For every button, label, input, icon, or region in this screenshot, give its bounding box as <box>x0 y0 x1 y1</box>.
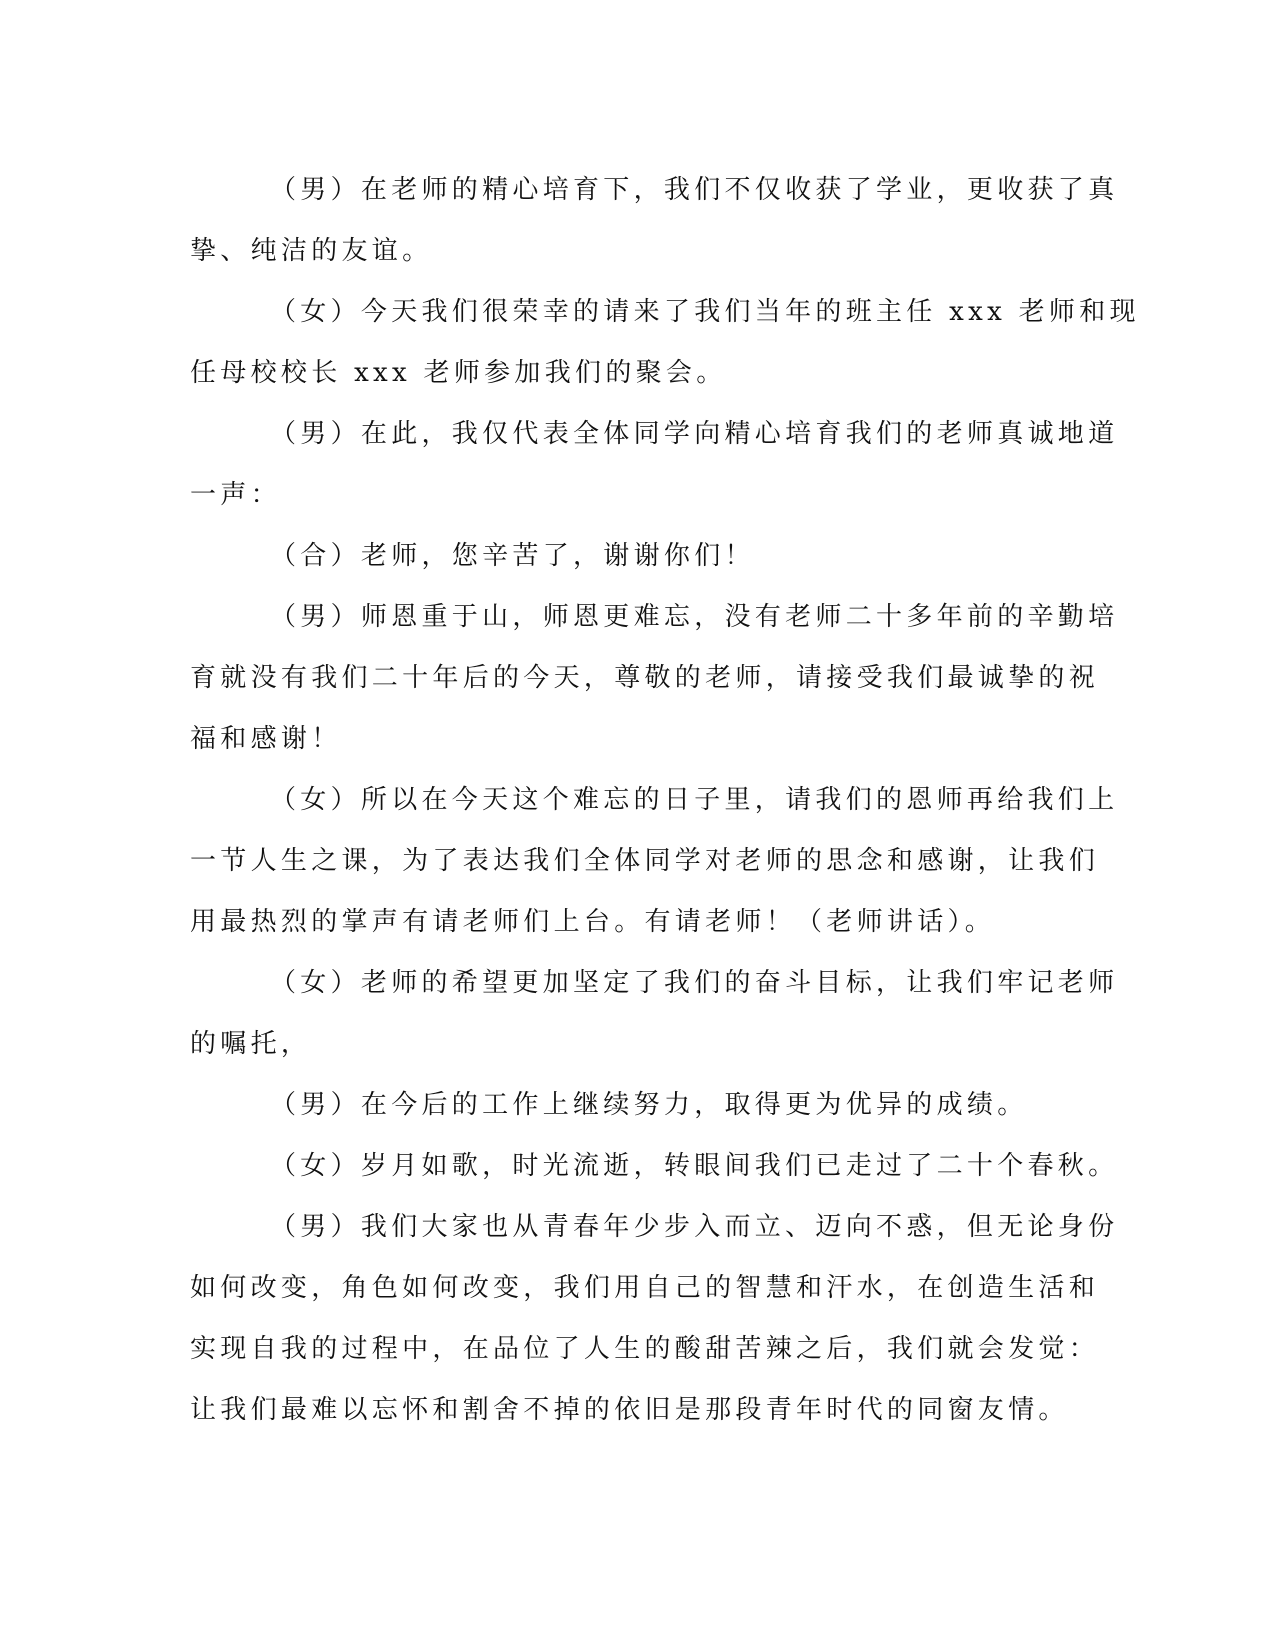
paragraph <box>190 1197 1119 1441</box>
paragraph <box>190 770 1119 953</box>
paragraph <box>190 282 1140 404</box>
paragraph-line: 一声： <box>190 480 281 510</box>
paragraph-line: 的嘱托， <box>190 1029 312 1059</box>
paragraph-line: （女）今天我们很荣幸的请来了我们当年的班主任 xxx 老师和现 <box>270 297 1140 327</box>
paragraph-line: 让我们最难以忘怀和割舍不掉的依旧是那段青年时代的同窗友情。 <box>190 1395 1069 1425</box>
paragraph <box>190 160 1119 282</box>
document-body <box>190 160 1140 1441</box>
paragraph-line: 实现自我的过程中，在品位了人生的酸甜苦辣之后，我们就会发觉： <box>190 1334 1100 1364</box>
paragraph <box>190 1075 1070 1136</box>
paragraph-line: 挚、纯洁的友谊。 <box>190 236 433 266</box>
paragraph <box>190 587 1119 770</box>
paragraph-line: 育就没有我们二十年后的今天，尊敬的老师，请接受我们最诚挚的祝 <box>190 663 1100 693</box>
paragraph-line: （女）老师的希望更加坚定了我们的奋斗目标，让我们牢记老师 <box>270 968 1119 998</box>
paragraph <box>190 404 1119 526</box>
paragraph-line: （女）所以在今天这个难忘的日子里，请我们的恩师再给我们上 <box>270 785 1119 815</box>
paragraph-line: 用最热烈的掌声有请老师们上台。有请老师！（老师讲话）。 <box>190 907 996 937</box>
paragraph-line: （男）在此，我仅代表全体同学向精心培育我们的老师真诚地道 <box>270 419 1119 449</box>
paragraph <box>190 526 1070 587</box>
paragraph-line: 如何改变，角色如何改变，我们用自己的智慧和汗水，在创造生活和 <box>190 1273 1100 1303</box>
paragraph-line: （男）在今后的工作上继续努力，取得更为优异的成绩。 <box>270 1090 1028 1120</box>
paragraph-line: 一节人生之课，为了表达我们全体同学对老师的思念和感谢，让我们 <box>190 846 1100 876</box>
paragraph-line: （合）老师，您辛苦了，谢谢你们！ <box>270 541 755 571</box>
paragraph-line: （男）我们大家也从青春年少步入而立、迈向不惑，但无论身份 <box>270 1212 1119 1242</box>
paragraph-line: （男）在老师的精心培育下，我们不仅收获了学业，更收获了真 <box>270 175 1119 205</box>
paragraph <box>190 953 1119 1075</box>
paragraph-line: 福和感谢！ <box>190 724 342 754</box>
paragraph-line: 任母校校长 xxx 老师参加我们的聚会。 <box>190 358 727 388</box>
paragraph-line: （男）师恩重于山，师恩更难忘，没有老师二十多年前的辛勤培 <box>270 602 1119 632</box>
paragraph-line: （女）岁月如歌，时光流逝，转眼间我们已走过了二十个春秋。 <box>270 1151 1119 1181</box>
paragraph <box>190 1136 1119 1197</box>
